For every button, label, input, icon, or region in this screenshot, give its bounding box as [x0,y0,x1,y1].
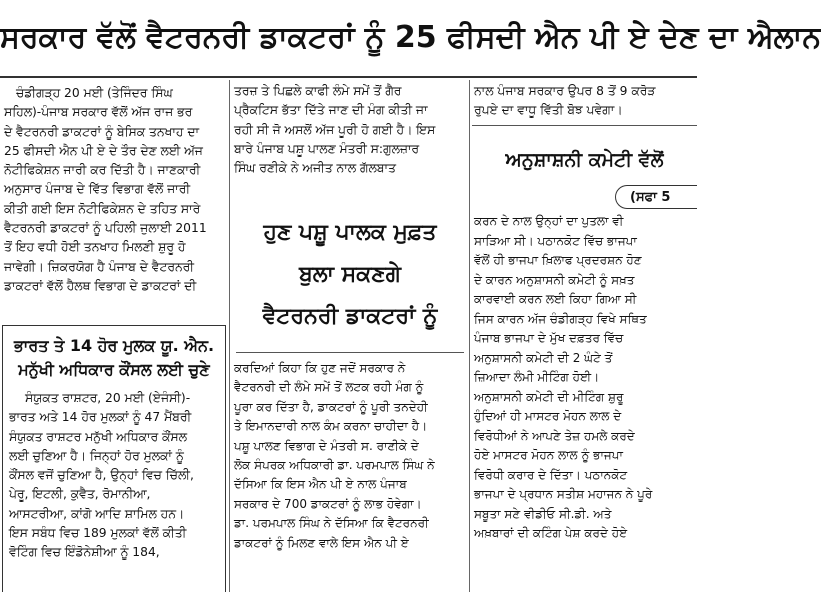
committee-line: ਭਾਜਪਾ ਦੇ ਪ੍ਰਧਾਨ ਸਤੀਸ਼ ਮਹਾਜਨ ਨੇ ਪੂਰੇ [474,487,653,501]
un-story-line: ਕੌਂਸਲ ਵਜੋਂ ਚੁਣਿਆ ਹੈ, ਉਨ੍ਹਾਂ ਵਿਚ ਚਿੱਲੀ, [9,468,194,483]
un-story-line: ਇਸ ਸਬੰਧ ਵਿਚ 189 ਮੁਲਕਾਂ ਵੱਲੋਂ ਕੀਤੀ [9,526,187,541]
sub-story-line: ਦੱਸਿਆ ਕਿ ਇਸ ਐਨ ਪੀ ਏ ਨਾਲ ਪੰਜਾਬ [234,477,407,492]
committee-line: ਵਿਰੋਧੀਆਂ ਨੇ ਆਪਣੇ ਤੇਜ਼ ਹਮਲੇ ਕਰਦੇ [474,428,635,443]
article-line: ਤੋਂ ਇਹ ਵਧੀ ਹੋਈ ਤਨਖਾਹ ਮਿਲਣੀ ਸ਼ੁਰੂ ਹੋ [4,240,186,255]
un-story-title-line: ਭਾਰਤ ਤੇ 14 ਹੋਰ ਮੁਲਕ ਯੂ. ਐਨ. [13,336,215,355]
committee-line: ਅਨੁਸ਼ਾਸਨੀ ਕਮੇਟੀ ਦੀ ਮੀਟਿੰਗ ਸ਼ੁਰੂ [474,389,624,404]
headline: ਸਰਕਾਰ ਵੱਲੋਂ ਵੈਟਰਨਰੀ ਡਾਕਟਰਾਂ ਨੂੰ 25 ਫੀਸਦੀ ਐਨ ਪੀ ਏ ਦੇਣ ਦਾ ਐਲਾਨ [0,20,821,55]
sub-story-text [234,359,466,592]
sub-headline-line: ਵੈਟਰਨਰੀ ਡਾਕਟਰਾਂ ਨੂੰ [262,304,438,329]
article-line: ਸਿੰਘ ਰਣੀਕੇ ਨੇ ਅਜੀਤ ਨਾਲ ਗੱਲਬਾਤ [234,161,396,176]
article-line: ਦੇ ਵੈਟਰਨਰੀ ਡਾਕਟਰਾਂ ਨੂੰ ਬੇਸਿਕ ਤਨਖਾਹ ਦਾ [4,124,199,139]
article-end-text [474,82,694,122]
article-line: ਅਨੁਸਾਰ ਪੰਜਾਬ ਦੇ ਵਿੱਤ ਵਿਭਾਗ ਵੱਲੋਂ ਜਾਰੀ [4,182,191,197]
sub-story-line: ਵੈਟਰਨਰੀ ਦੀ ਲੰਮੇ ਸਮੇਂ ਤੋਂ ਲਟਕ ਰਹੀ ਮੰਗ ਨੂੰ [234,380,424,395]
committee-heading: ਅਨੁਸ਼ਾਸ਼ਨੀ ਕਮੇਟੀ ਵੱਲੋਂ [505,149,664,171]
committee-line: ਅਖ਼ਬਾਰਾਂ ਦੀ ਕਟਿੰਗ ਪੇਸ਼ ਕਰਦੇ ਹੋਏ [474,526,628,540]
un-story-line: ਭਾਰਤ ਅਤੇ 14 ਹੋਰ ਮੁਲਕਾਂ ਨੂੰ 47 ਮੈਂਬਰੀ [9,410,192,425]
sub-story-line: ਤੇ ਇਮਾਨਦਾਰੀ ਨਾਲ ਕੰਮ ਕਰਨਾ ਚਾਹੀਦਾ ਹੈ। [234,419,428,434]
un-story-line: ਪੇਰੂ, ਇਟਲੀ, ਕੁਵੈਤ, ਰੋਮਾਨੀਆ, [9,487,151,502]
committee-line: ਅਨੁਸ਼ਾਸਨੀ ਕਮੇਟੀ ਦੀ 2 ਘੰਟੇ ਤੋਂ [474,350,613,365]
sub-story-line: ਪੂਰਾ ਕਰ ਦਿੱਤਾ ਹੈ, ਡਾਕਟਰਾਂ ਨੂੰ ਪੂਰੀ ਤਨਦੇਹੀ [234,399,428,414]
sub-story-line: ਲੋਕ ਸੰਪਰਕ ਅਧਿਕਾਰੀ ਡਾ. ਪਰਮਪਾਲ ਸਿੰਘ ਨੇ [234,458,435,473]
committee-line: ਕਰਨ ਦੇ ਨਾਲ ਉਨ੍ਹਾਂ ਦਾ ਪੁਤਲਾ ਵੀ [474,214,624,228]
article-line: ਰੁਪਏ ਦਾ ਵਾਧੂ ਵਿੱਤੀ ਬੋਝ ਪਵੇਗਾ। [474,103,623,118]
committee-line: ਕਾਰਵਾਈ ਕਰਨ ਲਈ ਕਿਹਾ ਗਿਆ ਸੀ [474,292,637,306]
article-line: ਰਹੀ ਸੀ ਜੋ ਅਸਲੋਂ ਅੱਜ ਪੂਰੀ ਹੋ ਗਈ ਹੈ। ਇਸ [234,122,436,137]
committee-line: ਹੁੰਦਿਆਂ ਹੀ ਮਾਸਟਰ ਮੋਹਨ ਲਾਲ ਦੇ [474,409,622,423]
sub-headline-line: ਬੁਲਾ ਸਕਣਗੇ [299,262,401,287]
article-line: ਜਾਵੇਗੀ। ਜ਼ਿਕਰਯੋਗ ਹੈ ਪੰਜਾਬ ਦੇ ਵੈਟਰਨਰੀ [4,259,194,274]
article-continuation-text [234,82,466,180]
article-line: ਨਾਲ ਪੰਜਾਬ ਸਰਕਾਰ ਉਪਰ 8 ਤੋਂ 9 ਕਰੋੜ [474,84,656,98]
committee-line: ਸਾੜਿਆ ਸੀ। ਪਠਾਨਕੋਟ ਵਿੱਚ ਭਾਜਪਾ [474,233,637,248]
sub-story-line: ਪਸ਼ੂ ਪਾਲਣ ਵਿਭਾਗ ਦੇ ਮੰਤਰੀ ਸ. ਰਾਣੀਕੇ ਦੇ [234,438,419,453]
article-line: ਬਾਰੇ ਪੰਜਾਬ ਪਸ਼ੂ ਪਾਲਣ ਮੰਤਰੀ ਸ:ਗੁਲਜ਼ਾਰ [234,141,420,156]
headline-rule [0,76,697,78]
un-story-text [9,389,221,593]
sub-story-line: ਡਾ. ਪਰਮਪਾਲ ਸਿੰਘ ਨੇ ਦੱਸਿਆ ਕਿ ਵੈਟਰਨਰੀ [234,516,429,531]
un-story-line: ਸੰਯੁਕਤ ਰਾਸ਼ਟਰ ਮਨੁੱਖੀ ਅਧਿਕਾਰ ਕੌਂਸਲ [9,429,187,444]
committee-line: ਜਿਸ ਕਾਰਨ ਅੱਜ ਚੰਡੀਗੜ੍ਹ ਵਿਖੇ ਸਥਿਤ [474,311,647,326]
committee-line: ਦੇ ਕਾਰਨ ਅਨੁਸ਼ਾਸਨੀ ਕਮੇਟੀ ਨੂੰ ਸਖ਼ਤ [474,272,635,287]
article-line: ਤਰਜ਼ ਤੇ ਪਿਛਲੇ ਕਾਫੀ ਲੰਮੇ ਸਮੇਂ ਤੋਂ ਗੈਰ [234,84,402,98]
article-line: ਵੈਟਰਨਰੀ ਡਾਕਟਰਾਂ ਨੂੰ ਪਹਿਲੀ ਜੁਲਾਈ 2011 [4,221,207,236]
sub-headline [232,212,468,342]
un-story-box [2,325,226,592]
committee-line: ਪੰਜਾਬ ਭਾਜਪਾ ਦੇ ਮੁੱਖ ਦਫ਼ਤਰ ਵਿੱਚ [474,331,624,345]
sub-headline-line: ਹੁਣ ਪਸ਼ੂ ਪਾਲਕ ਮੁਫ਼ਤ [263,220,437,245]
column-divider-2 [469,80,470,592]
un-story-title [3,334,225,382]
sub-story-line: ਕਰਦਿਆਂ ਕਿਹਾ ਕਿ ਹੁਣ ਜਦੋਂ ਸਰਕਾਰ ਨੇ [234,361,406,375]
sub-headline-rule [236,352,464,353]
un-story-line: ਸੰਯੁਕਤ ਰਾਸ਼ਟਰ, 20 ਮਈ (ਏਜੰਸੀ)- [25,391,191,405]
committee-line: ਸਬੂਤਾ ਸਣੇ ਵੀਡੀਓ ਸੀ.ਡੀ. ਅਤੇ [474,506,612,521]
committee-line: ਜ਼ਿਆਦਾ ਲੰਮੀ ਮੀਟਿੰਗ ਹੋਈ। [474,370,600,384]
main-article-text [4,84,225,318]
un-story-line: ਵੋਟਿੰਗ ਵਿਚ ਇੰਡੋਨੇਸ਼ੀਆ ਨੂੰ 184, [9,545,160,560]
sub-story-line: ਡਾਕਟਰਾਂ ਨੂੰ ਮਿਲਣ ਵਾਲੇ ਇਸ ਐਨ ਪੀ ਏ [234,535,409,550]
committee-story-text [474,212,694,592]
committee-line: ਹੋਏ ਮਾਸਟਰ ਮੋਹਨ ਲਾਲ ਨੂੰ ਭਾਜਪਾ [474,448,623,462]
un-story-title-line: ਮਨੁੱਖੀ ਅਧਿਕਾਰ ਕੌਂਸਲ ਲਈ ਚੁਣੇ [18,360,210,379]
article-line: ਸਹਿਲ)-ਪੰਜਾਬ ਸਰਕਾਰ ਵੱਲੋਂ ਅੱਜ ਰਾਜ ਭਰ [4,105,193,120]
article-line: 25 ਫੀਸਦੀ ਐਨ ਪੀ ਏ ਦੇ ਤੌਰ ਦੇਣ ਲਈ ਅੱਜ [4,143,203,158]
article-line: ਡਾਕਟਰਾਂ ਵੱਲੋਂ ਹੈਲਥ ਵਿਭਾਗ ਦੇ ਡਾਕਟਰਾਂ ਦੀ [4,278,197,293]
article-line: ਚੰਡੀਗੜ੍ਹ 20 ਮਈ (ਤੇਜਿੰਦਰ ਸਿੰਘ [16,86,173,100]
committee-line: ਵੱਲੋਂ ਹੀ ਭਾਜਪਾ ਖ਼ਿਲਾਫ ਪ੍ਰਦਰਸ਼ਨ ਹੋਣ [474,253,642,267]
article-line: ਕੀਤੀ ਗਈ ਇਸ ਨੋਟੀਫਿਕੇਸ਼ਨ ਦੇ ਤਹਿਤ ਸਾਰੇ [4,201,201,216]
article-line: ਪ੍ਰੈਕਟਿਸ ਭੱਤਾ ਦਿੱਤੇ ਜਾਣ ਦੀ ਮੰਗ ਕੀਤੀ ਜਾ [234,103,428,118]
sub-story-line: ਸਰਕਾਰ ਦੇ 700 ਡਾਕਟਰਾਂ ਨੂੰ ਲਾਭ ਹੋਵੇਗਾ। [234,496,422,511]
article-line: ਨੋਟੀਫਿਕੇਸ਼ਨ ਜਾਰੀ ਕਰ ਦਿੱਤੀ ਹੈ। ਜਾਣਕਾਰੀ [4,163,201,178]
un-story-line: ਆਸਟਰੀਆ, ਕਾਂਗੋ ਆਦਿ ਸ਼ਾਮਿਲ ਹਨ। [9,506,185,521]
committee-line: ਵਿਰੋਧੀ ਕਰਾਰ ਦੇ ਦਿੱਤਾ। ਪਠਾਨਕੋਟ [474,467,628,482]
section-rule [472,125,697,126]
un-story-line: ਲਈ ਚੁਣਿਆ ਹੈ। ਜਿਨ੍ਹਾਂ ਹੋਰ ਮੁਲਕਾਂ ਨੂੰ [9,448,184,463]
column-divider-1 [229,80,230,592]
page-reference-tag: (ਸਫਾ 5 [615,185,697,209]
